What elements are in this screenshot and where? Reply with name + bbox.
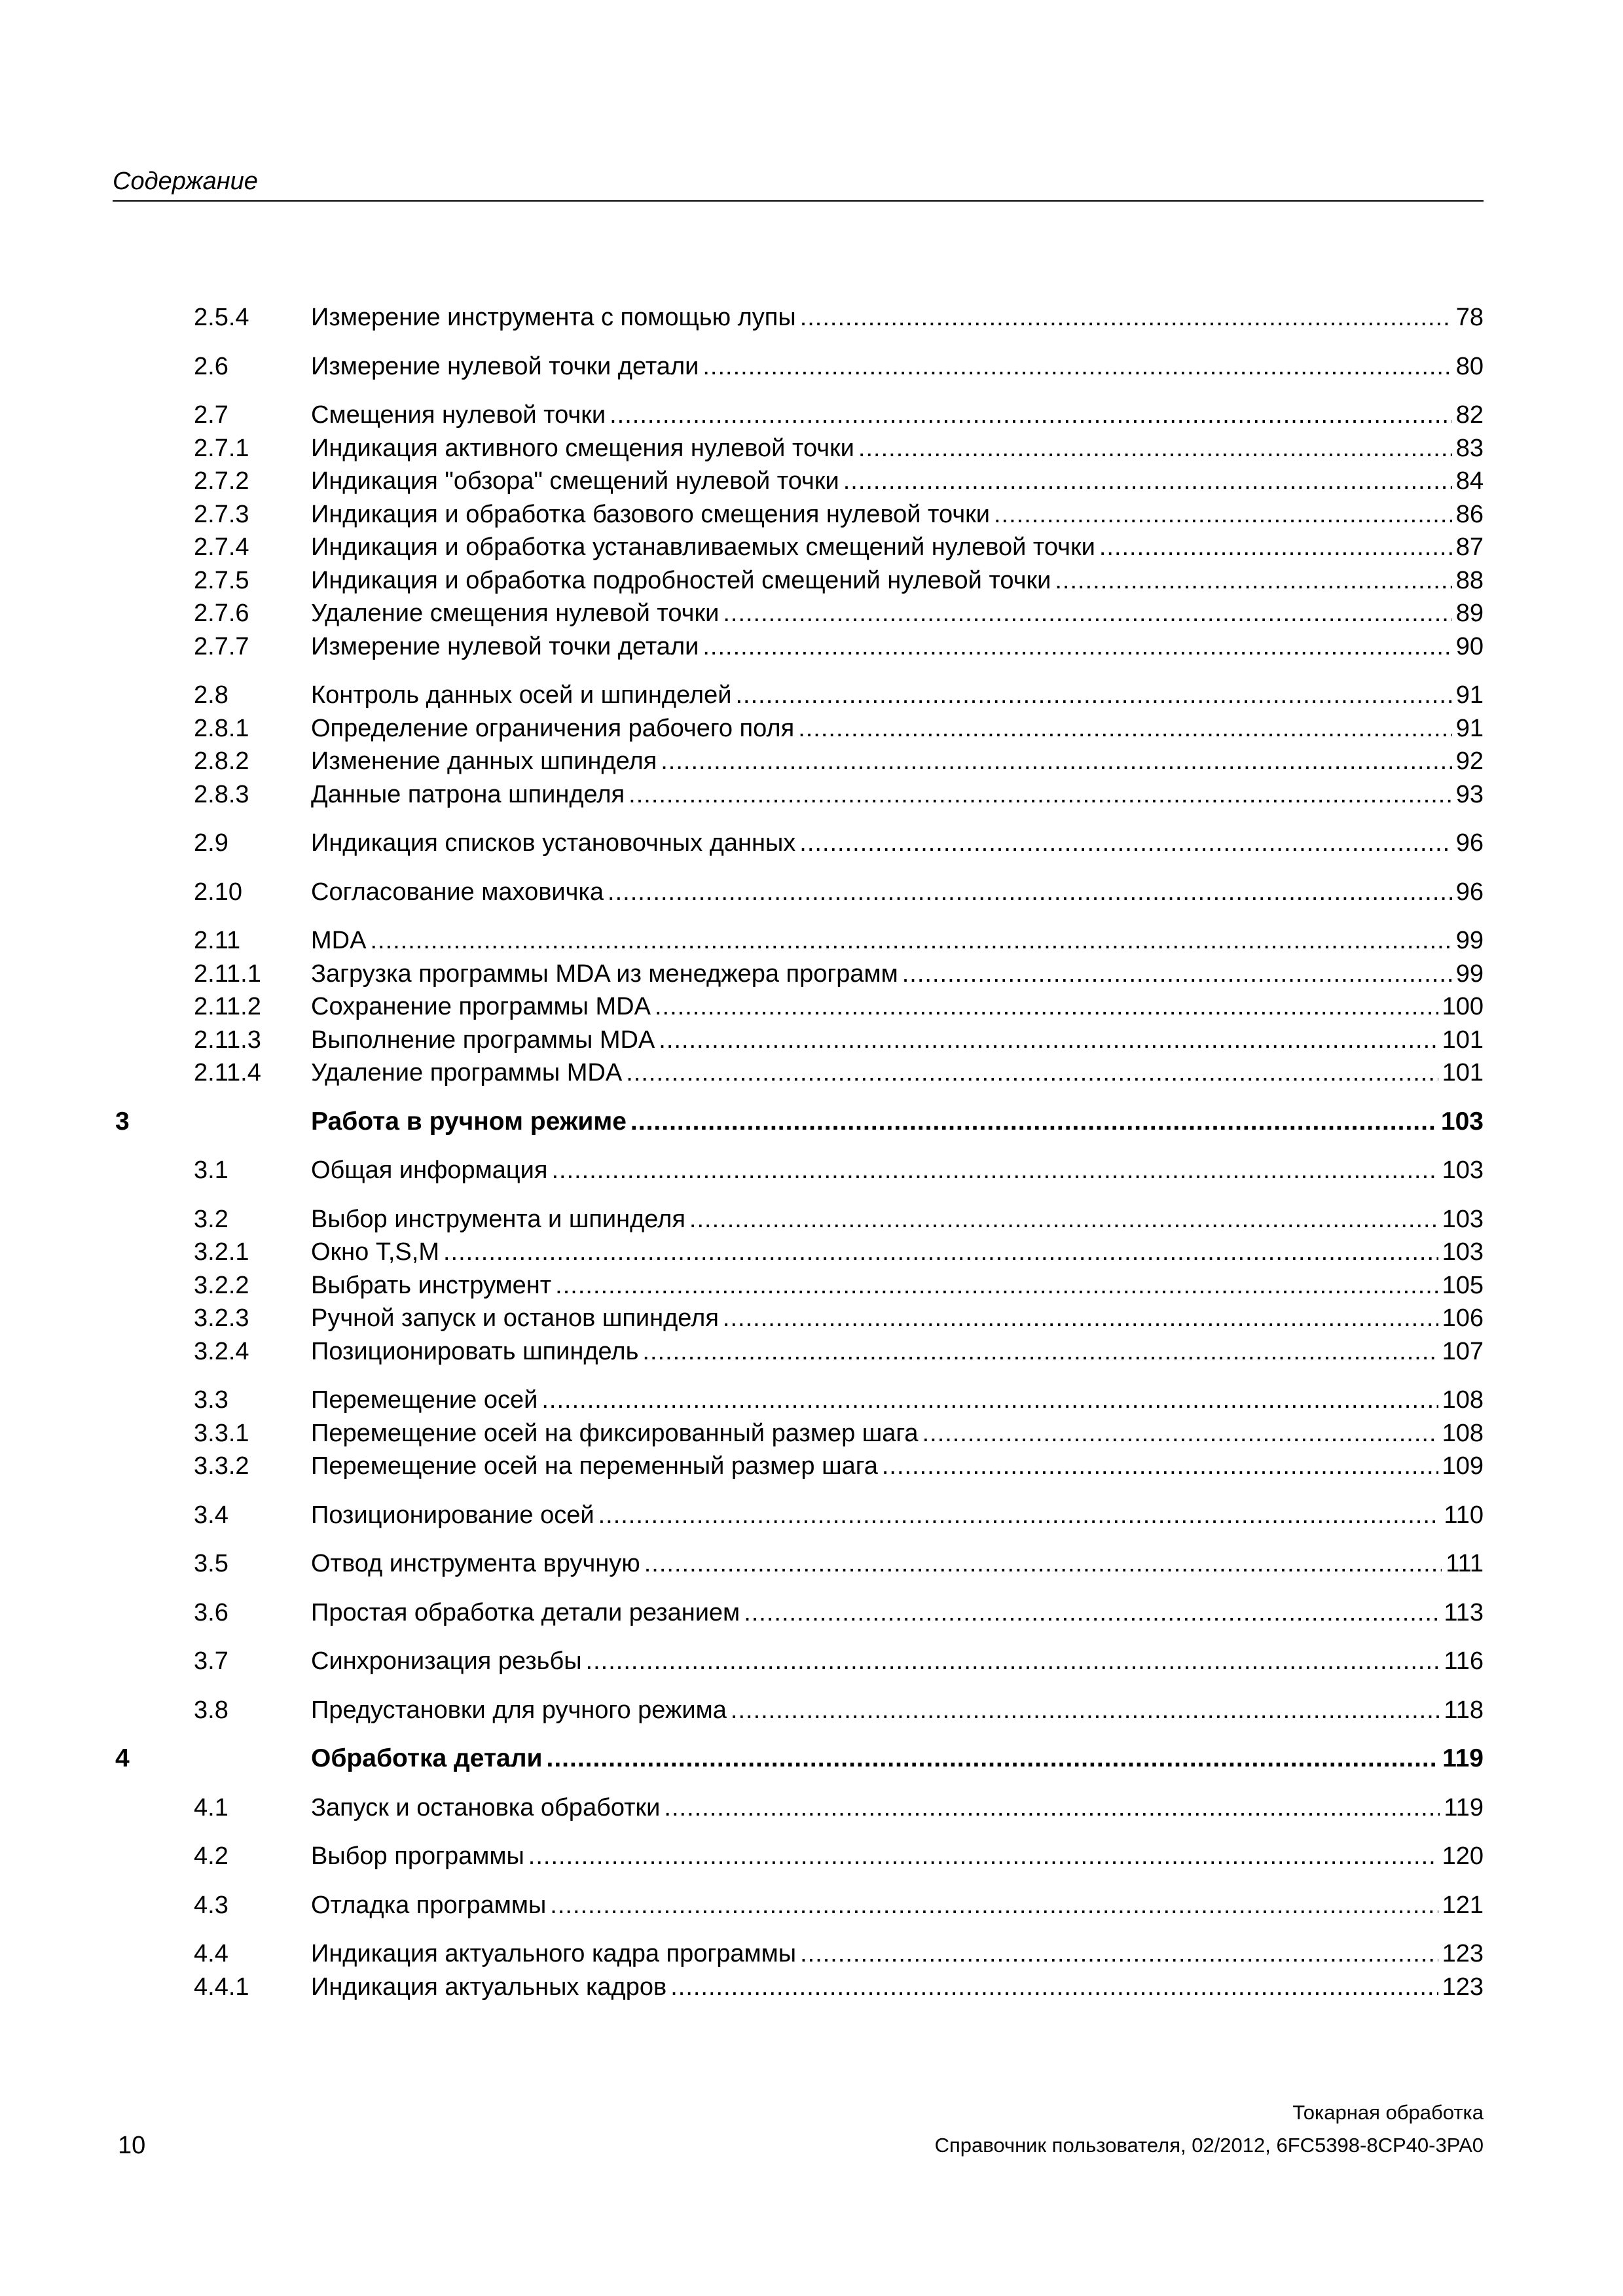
toc-entry-line <box>311 1694 1484 1727</box>
toc-entry-page: 116 <box>1444 1647 1484 1675</box>
toc-entry-line <box>311 958 1484 990</box>
toc-entry[interactable] <box>113 827 1484 860</box>
toc-dot-leader <box>443 1236 1438 1268</box>
toc-entry-page: 118 <box>1444 1696 1484 1724</box>
toc-chapter-entry[interactable] <box>113 1742 1484 1776</box>
toc-entry-number: 3.3.1 <box>194 1419 249 1447</box>
toc-dot-leader <box>800 301 1452 334</box>
toc-dot-leader <box>702 350 1451 383</box>
toc-entry[interactable] <box>113 498 1484 531</box>
toc-entry-title: Индикация активного смещения нулевой точки <box>311 434 854 462</box>
toc-dot-leader <box>547 1742 1439 1775</box>
toc-entry-line <box>311 876 1484 908</box>
toc-entry-line <box>311 990 1484 1023</box>
toc-entry-line <box>311 1154 1484 1187</box>
toc-dot-leader <box>670 1971 1438 2003</box>
toc-dot-leader <box>731 1694 1440 1727</box>
toc-entry[interactable] <box>113 958 1484 991</box>
toc-entry-line <box>311 564 1484 597</box>
toc-entry-title: Выбор программы <box>311 1842 524 1870</box>
toc-dot-leader <box>550 1889 1438 1922</box>
toc-entry-page: 103 <box>1442 1238 1484 1266</box>
toc-entry-number: 2.7.1 <box>194 434 249 462</box>
toc-entry-page: 99 <box>1455 927 1484 954</box>
toc-dot-leader <box>551 1154 1438 1187</box>
toc-entry-line <box>311 924 1484 957</box>
toc-entry-page: 86 <box>1455 500 1484 528</box>
toc-chapter-entry[interactable] <box>113 1105 1484 1139</box>
toc-dot-leader <box>629 778 1452 811</box>
toc-entry[interactable] <box>113 1645 1484 1678</box>
toc-dot-leader <box>541 1384 1438 1416</box>
toc-entry-title: Удаление смещения нулевой точки <box>311 600 720 627</box>
toc-entry-page: 91 <box>1455 681 1484 709</box>
toc-entry-line <box>311 1105 1484 1138</box>
toc-entry-page: 90 <box>1455 632 1484 660</box>
toc-entry-line <box>311 1056 1484 1089</box>
toc-entry-title: Сохранение программы MDA <box>311 993 651 1020</box>
toc-entry[interactable] <box>113 564 1484 598</box>
toc-entry-number: 2.10 <box>194 878 242 906</box>
toc-entry-title: Отвод инструмента вручную <box>311 1550 640 1577</box>
toc-dot-leader <box>723 597 1451 630</box>
toc-entry-title: Индикация и обработка устанавливаемых смещений нулевой точки <box>311 533 1095 561</box>
toc-entry-line <box>311 432 1484 465</box>
toc-entry-line <box>311 679 1484 711</box>
toc-entry-page: 119 <box>1444 1793 1484 1821</box>
toc-dot-leader <box>370 924 1451 957</box>
toc-entry[interactable] <box>113 1203 1484 1236</box>
toc-entry-number: 2.8.3 <box>194 780 249 808</box>
toc-entry-title: Данные патрона шпинделя <box>311 780 625 808</box>
toc-entry-title: Ручной запуск и останов шпинделя <box>311 1304 719 1332</box>
toc-entry[interactable] <box>113 1694 1484 1727</box>
toc-entry-number: 2.11 <box>194 927 241 954</box>
toc-entry-number: 2.7.3 <box>194 500 249 528</box>
toc-entry-page: 105 <box>1442 1271 1484 1299</box>
toc-entry-page: 96 <box>1455 878 1484 906</box>
toc-entry-title: Индикация списков установочных данных <box>311 829 796 857</box>
toc-entry-page: 91 <box>1455 714 1484 742</box>
toc-entry-title: Синхронизация резьбы <box>311 1647 582 1675</box>
toc-dot-leader <box>661 745 1451 778</box>
toc-entry-title: Смещения нулевой точки <box>311 401 606 429</box>
toc-entry-number: 4.4.1 <box>194 1973 249 2001</box>
toc-entry-number: 2.8.2 <box>194 747 249 775</box>
toc-entry-page: 82 <box>1455 401 1484 429</box>
toc-entry-page: 123 <box>1442 1973 1484 2001</box>
toc-entry-page: 78 <box>1455 304 1484 331</box>
toc-entry-number: 2.7.2 <box>194 467 249 495</box>
toc-entry-number: 2.11.2 <box>194 993 261 1020</box>
toc-dot-leader <box>642 1335 1438 1368</box>
toc-entry-number: 4.3 <box>194 1891 228 1919</box>
toc-entry-line <box>311 350 1484 383</box>
toc-entry-page: 103 <box>1442 1205 1484 1233</box>
toc-dot-leader <box>630 1105 1437 1138</box>
toc-entry-title: Перемещение осей на переменный размер шага <box>311 1452 878 1480</box>
table-of-contents <box>113 301 1484 2003</box>
toc-entry-line <box>311 465 1484 497</box>
toc-entry-number: 3.2 <box>194 1205 228 1233</box>
toc-dot-leader <box>882 1450 1438 1482</box>
toc-entry-page: 123 <box>1442 1940 1484 1967</box>
toc-entry-title: Запуск и остановка обработки <box>311 1793 661 1821</box>
toc-entry-line <box>311 1889 1484 1922</box>
toc-entry[interactable] <box>113 924 1484 958</box>
toc-entry[interactable] <box>113 350 1484 384</box>
toc-entry-page: 108 <box>1442 1386 1484 1414</box>
toc-entry-line <box>311 1024 1484 1056</box>
toc-entry-page: 111 <box>1446 1550 1484 1577</box>
toc-entry-title: Измерение нулевой точки детали <box>311 632 699 660</box>
toc-entry-title: Окно T,S,M <box>311 1238 439 1266</box>
toc-entry[interactable] <box>113 1056 1484 1090</box>
toc-dot-leader <box>644 1547 1442 1580</box>
toc-dot-leader <box>744 1596 1440 1629</box>
toc-dot-leader <box>528 1840 1438 1873</box>
toc-entry-number: 4.4 <box>194 1940 228 1967</box>
toc-entry-line <box>311 1596 1484 1629</box>
toc-dot-leader <box>664 1791 1440 1824</box>
toc-entry-title: Индикация и обработка базового смещения нулевой точки <box>311 500 990 528</box>
toc-entry-number: 3.3 <box>194 1386 228 1414</box>
toc-entry-number: 2.11.1 <box>194 960 261 988</box>
toc-entry[interactable] <box>113 1499 1484 1532</box>
toc-entry[interactable] <box>113 1335 1484 1369</box>
toc-entry-title: Позиционирование осей <box>311 1501 594 1529</box>
toc-entry-title: Изменение данных шпинделя <box>311 747 657 775</box>
toc-entry-line <box>311 1645 1484 1677</box>
toc-entry-line <box>311 1269 1484 1302</box>
toc-entry-title: Перемещение осей на фиксированный размер шага <box>311 1419 919 1447</box>
toc-entry-line <box>311 745 1484 778</box>
toc-entry-number: 2.8.1 <box>194 714 249 742</box>
toc-entry-line <box>311 399 1484 431</box>
page-header-title: Содержание <box>113 164 1484 202</box>
toc-dot-leader <box>626 1056 1438 1089</box>
toc-entry[interactable] <box>113 679 1484 712</box>
toc-entry-line <box>311 1203 1484 1236</box>
toc-entry-number: 3.3.2 <box>194 1452 249 1480</box>
toc-entry[interactable] <box>113 1971 1484 2004</box>
toc-entry-title: Индикация "обзора" смещений нулевой точки <box>311 467 839 495</box>
toc-entry[interactable] <box>113 1269 1484 1302</box>
toc-entry-page: 106 <box>1442 1304 1484 1332</box>
toc-entry-title: Определение ограничения рабочего поля <box>311 714 795 742</box>
toc-entry-number: 2.7.5 <box>194 566 249 594</box>
toc-entry-page: 83 <box>1455 434 1484 462</box>
toc-entry-page: 100 <box>1442 993 1484 1020</box>
toc-entry-title: Общая информация <box>311 1157 548 1184</box>
toc-entry-page: 119 <box>1442 1744 1484 1772</box>
toc-entry-line <box>311 498 1484 531</box>
toc-entry-title: Индикация и обработка подробностей смещений нулевой точки <box>311 566 1051 594</box>
toc-entry-page: 101 <box>1442 1059 1484 1086</box>
toc-entry-title: Согласование маховичка <box>311 878 604 906</box>
toc-entry-number: 3 <box>115 1107 130 1136</box>
toc-entry-number: 3.4 <box>194 1501 228 1529</box>
toc-entry[interactable] <box>113 1024 1484 1057</box>
toc-dot-leader <box>555 1269 1438 1302</box>
toc-entry-title: Перемещение осей <box>311 1386 538 1414</box>
toc-entry-page: 101 <box>1442 1026 1484 1054</box>
toc-entry[interactable] <box>113 1450 1484 1483</box>
toc-entry-page: 120 <box>1442 1842 1484 1870</box>
toc-entry-page: 103 <box>1442 1157 1484 1184</box>
toc-entry[interactable] <box>113 432 1484 465</box>
toc-dot-leader <box>843 465 1452 497</box>
toc-entry-number: 3.5 <box>194 1550 228 1577</box>
toc-entry-number: 3.2.1 <box>194 1238 249 1266</box>
toc-dot-leader <box>702 630 1451 663</box>
toc-dot-leader <box>659 1024 1438 1056</box>
toc-entry-line <box>311 1547 1484 1580</box>
toc-dot-leader <box>723 1302 1438 1335</box>
toc-entry-number: 2.5.4 <box>194 304 249 331</box>
toc-entry[interactable] <box>113 531 1484 564</box>
toc-entry-number: 4.1 <box>194 1793 228 1821</box>
toc-entry-number: 3.7 <box>194 1647 228 1675</box>
toc-entry[interactable] <box>113 1417 1484 1450</box>
toc-dot-leader <box>858 432 1452 465</box>
toc-entry-number: 2.7.7 <box>194 632 249 660</box>
toc-entry-line <box>311 1236 1484 1268</box>
toc-entry-line <box>311 1742 1484 1775</box>
toc-entry-title: Выполнение программы MDA <box>311 1026 655 1054</box>
toc-entry-line <box>311 1417 1484 1450</box>
toc-entry[interactable] <box>113 1302 1484 1335</box>
toc-entry[interactable] <box>113 1547 1484 1581</box>
toc-entry[interactable] <box>113 1384 1484 1417</box>
toc-entry-line <box>311 1384 1484 1416</box>
toc-entry-title: Отладка программы <box>311 1891 547 1919</box>
toc-entry-number: 2.7.6 <box>194 600 249 627</box>
toc-entry-title: Загрузка программы MDA из менеджера программ <box>311 960 898 988</box>
toc-entry-title: Простая обработка детали резанием <box>311 1598 740 1626</box>
toc-dot-leader <box>586 1645 1440 1677</box>
toc-dot-leader <box>1099 531 1452 564</box>
toc-dot-leader <box>922 1417 1438 1450</box>
toc-entry-number: 4.2 <box>194 1842 228 1870</box>
toc-entry[interactable] <box>113 745 1484 778</box>
toc-dot-leader <box>608 876 1452 908</box>
toc-entry[interactable] <box>113 1236 1484 1269</box>
toc-entry-title: Индикация актуальных кадров <box>311 1973 667 2001</box>
toc-entry[interactable] <box>113 1596 1484 1630</box>
toc-entry-page: 107 <box>1442 1337 1484 1365</box>
toc-entry-number: 3.2.3 <box>194 1304 249 1332</box>
toc-entry-line <box>311 531 1484 564</box>
toc-entry-title: Выбрать инструмент <box>311 1271 552 1299</box>
toc-dot-leader <box>689 1203 1438 1236</box>
toc-entry-number: 2.9 <box>194 829 228 857</box>
toc-entry-line <box>311 1791 1484 1824</box>
toc-entry-title: Измерение инструмента с помощью лупы <box>311 304 796 331</box>
toc-entry-line <box>311 1499 1484 1532</box>
toc-entry-page: 108 <box>1442 1419 1484 1447</box>
toc-entry-number: 2.6 <box>194 352 228 380</box>
toc-entry-page: 92 <box>1455 747 1484 775</box>
toc-entry[interactable] <box>113 1937 1484 1971</box>
toc-entry-title: MDA <box>311 927 367 954</box>
toc-entry-page: 109 <box>1442 1452 1484 1480</box>
toc-entry-title: Обработка детали <box>311 1744 543 1772</box>
toc-entry[interactable] <box>113 990 1484 1024</box>
toc-entry[interactable] <box>113 630 1484 664</box>
toc-entry-page: 121 <box>1442 1891 1484 1919</box>
toc-dot-leader <box>798 712 1452 745</box>
toc-entry[interactable] <box>113 712 1484 745</box>
toc-entry-title: Удаление программы MDA <box>311 1059 623 1086</box>
toc-dot-leader <box>1055 564 1451 597</box>
toc-dot-leader <box>655 990 1438 1023</box>
toc-entry-line <box>311 301 1484 334</box>
toc-entry-page: 113 <box>1444 1598 1484 1626</box>
footer-manual-info: Справочник пользователя, 02/2012, 6FC5398-8CP40-3PA0 <box>934 2134 1484 2157</box>
toc-entry-line <box>311 1450 1484 1482</box>
toc-dot-leader <box>610 399 1452 431</box>
toc-entry-number: 2.7.4 <box>194 533 249 561</box>
toc-entry-title: Работа в ручном режиме <box>311 1107 627 1136</box>
footer-document-title: Токарная обработка <box>1292 2101 1484 2124</box>
toc-dot-leader <box>598 1499 1440 1532</box>
toc-entry-page: 89 <box>1455 600 1484 627</box>
toc-entry[interactable] <box>113 301 1484 334</box>
toc-entry-page: 88 <box>1455 566 1484 594</box>
toc-entry-number: 3.8 <box>194 1696 228 1724</box>
toc-entry-title: Контроль данных осей и шпинделей <box>311 681 732 709</box>
toc-entry-number: 3.6 <box>194 1598 228 1626</box>
toc-entry-title: Выбор инструмента и шпинделя <box>311 1205 685 1233</box>
toc-entry-page: 87 <box>1455 533 1484 561</box>
toc-entry[interactable] <box>113 1889 1484 1922</box>
toc-entry-line <box>311 778 1484 811</box>
toc-entry-line <box>311 1937 1484 1970</box>
toc-dot-leader <box>735 679 1451 711</box>
toc-entry-line <box>311 1302 1484 1335</box>
toc-entry[interactable] <box>113 876 1484 909</box>
toc-entry-title: Измерение нулевой точки детали <box>311 352 699 380</box>
toc-entry[interactable] <box>113 399 1484 432</box>
toc-entry-line <box>311 630 1484 663</box>
toc-entry-page: 103 <box>1440 1107 1484 1136</box>
toc-entry-number: 2.11.4 <box>194 1059 261 1086</box>
toc-entry-page: 80 <box>1455 352 1484 380</box>
toc-entry[interactable] <box>113 597 1484 630</box>
toc-entry-number: 3.2.4 <box>194 1337 249 1365</box>
toc-entry-number: 2.8 <box>194 681 228 709</box>
toc-entry-number: 2.7 <box>194 401 228 429</box>
toc-entry-title: Предустановки для ручного режима <box>311 1696 727 1724</box>
toc-entry[interactable] <box>113 1840 1484 1873</box>
toc-dot-leader <box>994 498 1452 531</box>
toc-entry-page: 96 <box>1455 829 1484 857</box>
toc-entry[interactable] <box>113 1791 1484 1825</box>
toc-entry-title: Позиционировать шпиндель <box>311 1337 639 1365</box>
page-number: 10 <box>118 2132 146 2159</box>
toc-entry[interactable] <box>113 1154 1484 1187</box>
toc-entry-page: 84 <box>1455 467 1484 495</box>
toc-dot-leader <box>800 1937 1438 1970</box>
toc-entry-title: Индикация актуального кадра программы <box>311 1940 797 1967</box>
toc-dot-leader <box>799 827 1451 859</box>
toc-entry-number: 4 <box>115 1744 130 1772</box>
toc-entry-line <box>311 597 1484 630</box>
toc-entry-line <box>311 1335 1484 1368</box>
toc-entry-page: 99 <box>1455 960 1484 988</box>
toc-dot-leader <box>902 958 1452 990</box>
toc-entry-line <box>311 827 1484 859</box>
toc-entry-page: 110 <box>1444 1501 1484 1529</box>
toc-entry-number: 3.1 <box>194 1157 228 1184</box>
toc-entry-number: 3.2.2 <box>194 1271 249 1299</box>
toc-entry-number: 2.11.3 <box>194 1026 261 1054</box>
toc-entry-page: 93 <box>1455 780 1484 808</box>
toc-entry-line <box>311 1840 1484 1873</box>
toc-entry-line <box>311 1971 1484 2003</box>
toc-entry-line <box>311 712 1484 745</box>
toc-entry[interactable] <box>113 465 1484 498</box>
toc-entry[interactable] <box>113 778 1484 812</box>
